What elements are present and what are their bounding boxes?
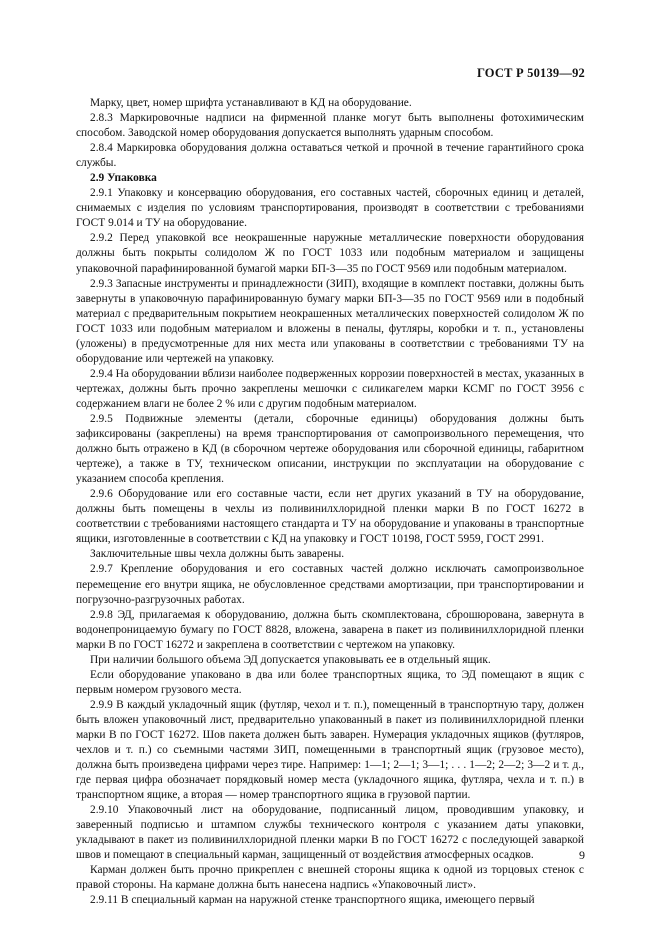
document-code: ГОСТ Р 50139—92 [476,66,585,80]
paragraph: 2.8.3 Маркировочные надписи на фирменной планке могут быть выполнены фотохимическим способом. Заводской номер оборудования допускается выполнять ударным способом. [76,112,584,140]
paragraph: 2.9.1 Упаковку и консервацию оборудования, его составных частей, сборочных единиц и деталей, снимаемых с изделия по условиям транспортирования, производят в соответствии с требованиями ГОСТ 9.014 и ТУ на оборудование. [76,187,584,230]
paragraph: 2.9.7 Крепление оборудования и его составных частей должно исключать самопроизвольное перемещение его внутри ящика, не обусловленное средствами амортизации, при транспортировании и погрузочно-разгрузочных работах. [76,563,584,606]
paragraph: Заключительные швы чехла должны быть заварены. [90,548,345,561]
paragraph: 2.9.6 Оборудование или его составные части, если нет других указаний в ТУ на оборудование, должны быть помещены в чехлы из поливинилхлоридной пленки марки В по ГОСТ 16272 в соответствии с требованиями настоящего стандарта и ТУ на оборудование и упакованы в транспортные ящики, изготовленные в соответствии с КД на упаковку и ГОСТ 10198, ГОСТ 5959, ГОСТ 2991. [76,488,584,546]
paragraph: 2.9.10 Упаковочный лист на оборудование, подписанный лицом, проводившим упаковку, и заверенный подписью и штампом службы технического контроля с указанием даты упаковки, укладывают в пакет из поливинилхлоридной пленки марки В по ГОСТ 16272 с последующей заваркой швов и помещают в специальный карман, защищенный от воздействия атмосферных осадков. [76,804,584,862]
page-number: 9 [579,848,585,862]
paragraph: 2.8.4 Маркировка оборудования должна оставаться четкой и прочной в течение гарантийного срока службы. [76,142,584,170]
paragraph: 2.9.3 Запасные инструменты и принадлежности (ЗИП), входящие в комплект поставки, должны быть завернуты в упаковочную парафинированную бумагу марки БП-3—35 по ГОСТ 9569 или в подобный материал с предварительным покрытием неокрашенных металлических поверхностей солидолом Ж по ГОСТ 1033 или подобным материалом и вложены в пеналы, футляры, коробки и т. п., установлены (уложены) в предусмотренные для них места или упакованы в соответствии с требованиями ТУ на оборудование или чертежей на упаковку. [76,277,584,365]
document-body [76,96,584,909]
paragraph: 2.9.2 Перед упаковкой все неокрашенные наружные металлические поверхности оборудования должны быть покрыты солидолом Ж по ГОСТ 1033 или подобным материалом и защищены упаковочной парафинированной бумагой марки БП-3—35 по ГОСТ 9569 или подобным материалом. [76,232,584,275]
paragraph: Если оборудование упаковано в два или более транспортных ящика, то ЭД помещают в ящик с первым номером грузового места. [76,668,584,696]
paragraph: Марку, цвет, номер шрифта устанавливают в КД на оборудование. [90,97,412,109]
paragraph: Карман должен быть прочно прикреплен с внешней стороны ящика к одной из торцовых стенок с правой стороны. На кармане должна быть нанесена надпись «Упаковочный лист». [76,864,584,892]
section-heading: 2.9 Упаковка [90,172,157,185]
paragraph: 2.9.9 В каждый укладочный ящик (футляр, чехол и т. п.), помещенный в транспортную тару, должен быть вложен упаковочный лист, предварительно упакованный в пакет из поливинилхлоридной пленки марки В по ГОСТ 16272. Шов пакета должен быть заварен. Нумерация укладочных ящиков (футляров, чехлов и т. п.) со съемными частями ЗИП, помещенными в транспортный ящик (грузовое место), должна быть произведена цифрами через тире. Например: 1—1; 2—1; 3—1; . . . 1—2; 2—2; 3—2 и т. д., где первая цифра обозначает порядковый номер места (укладочного ящика, футляра, чехла и т. п.) в транспортном ящике, а вторая — номер транспортного ящика в грузовой партии. [76,698,584,802]
paragraph: 2.9.5 Подвижные элементы (детали, сборочные единицы) оборудования должны быть зафиксированы (закреплены) на время транспортирования от самопроизвольного перемещения, что должно быть отражено в КД (в сборочном чертеже оборудования или сборочной единицы, габаритном чертеже), а также в ТУ, техническом описании, инструкции по эксплуатации на оборудование с указанием способа крепления. [76,412,584,486]
paragraph: При наличии большого объема ЭД допускается упаковывать ее в отдельный ящик. [90,653,491,666]
paragraph: 2.9.8 ЭД, прилагаемая к оборудованию, должна быть скомплектована, сброшюрована, завернута в водонепроницаемую бумагу по ГОСТ 8828, вложена, заварена в пакет из поливинилхлоридной пленки марки В по ГОСТ 16272 и закреплена в соответствии с чертежом на упаковку. [76,608,584,651]
paragraph: 2.9.4 На оборудовании вблизи наиболее подверженных коррозии поверхностей в местах, указанных в чертежах, должны быть прочно закреплены мешочки с силикагелем марки КСМГ по ГОСТ 3956 с содержанием влаги не более 2 % или с другим подобным материалом. [76,367,584,410]
paragraph: 2.9.11 В специальный карман на наружной стенке транспортного ящика, имеющего первый [90,894,535,907]
